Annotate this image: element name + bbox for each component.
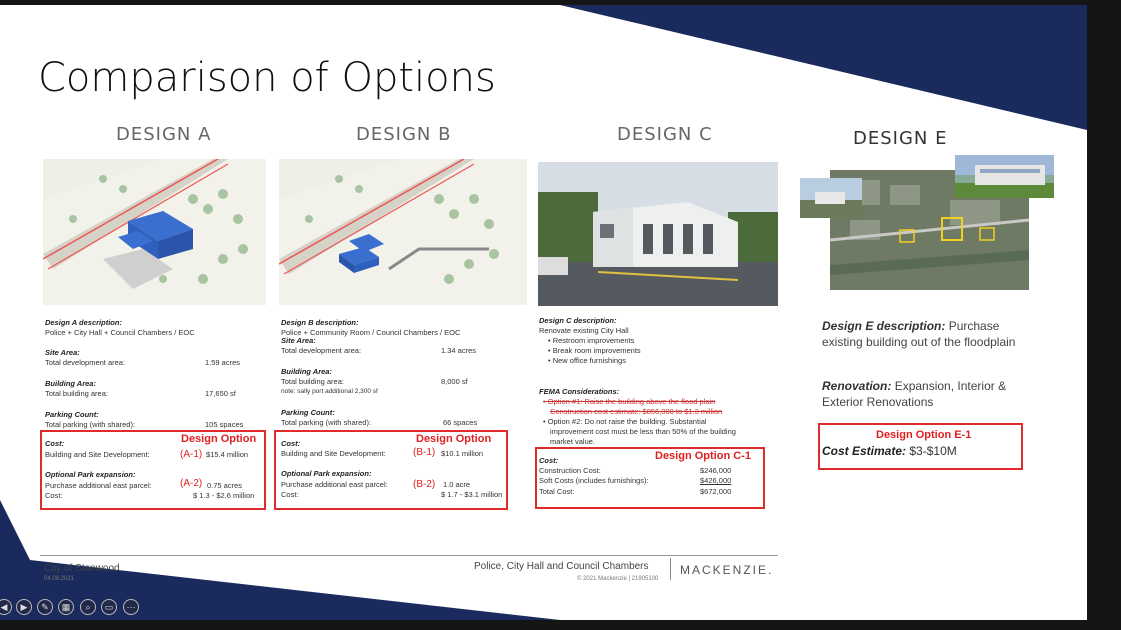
design-c-fema-opt2: Option #2: Do not raise the building. Substantial	[547, 417, 707, 426]
design-a-desc-label: Design A description:	[45, 318, 122, 327]
design-b-park-line: Total parking (with shared):	[281, 418, 372, 427]
design-a-opt-value: 0.75 acres	[207, 481, 243, 490]
footer-date: 04.08.2021	[44, 576, 75, 582]
design-c-fema-label: FEMA Considerations:	[539, 387, 620, 396]
design-b-park-value: 66 spaces	[443, 418, 478, 427]
list-item: • New office furnishings	[548, 356, 641, 366]
design-a-a2-tag: (A-2)	[180, 478, 203, 489]
design-a-cost-label: Cost:	[45, 439, 65, 448]
design-b-park-label: Parking Count:	[281, 408, 335, 417]
footer-brand-logo: MACKENZIE.	[680, 563, 774, 577]
design-c-fema-opt2-line2: improvement cost must be less than 50% of the building	[550, 427, 736, 436]
design-e-heading: DESIGN E	[853, 128, 948, 149]
design-b-opt-cost-value: $ 1.7 - $3.1 million	[441, 490, 503, 499]
design-c-fema-opt1-cost: Construction cost estimate: $856,000 to $1.3 million	[550, 407, 723, 416]
list-item: • Break room improvements	[548, 346, 641, 356]
next-slide-icon[interactable]: ▶	[16, 599, 32, 615]
design-b-bldg-value: 8,000 sf	[441, 377, 468, 386]
design-b-desc-label: Design B description:	[281, 318, 359, 327]
design-b-option-label: Design Option	[416, 433, 492, 445]
prev-slide-icon[interactable]: ◀	[0, 599, 12, 615]
design-b-b1-tag: (B-1)	[413, 447, 436, 458]
footer-separator	[670, 558, 671, 580]
more-options-icon[interactable]: ⋯	[123, 599, 139, 615]
design-a-opt-label: Optional Park expansion:	[45, 470, 136, 479]
design-a-a1-tag: (A-1)	[180, 449, 203, 460]
design-b-bldg-note: note: sally port additional 2,300 sf	[281, 388, 378, 395]
footer-project: Police, City Hall and Council Chambers	[474, 561, 649, 572]
design-b-site-plan-image	[279, 159, 527, 305]
footer-copyright: © 2021 Mackenzie | 2190510​0	[577, 576, 659, 582]
design-a-park-value: 105 spaces	[205, 420, 244, 429]
design-a-cost-value: $15.4 million	[206, 450, 249, 459]
design-b-desc: Police + Community Room / Council Chambers / EOC	[281, 328, 461, 337]
design-c-city-hall-photo	[538, 162, 778, 306]
design-c-option-label: Design Option C-1	[655, 450, 751, 462]
design-a-desc: Police + City Hall + Council Chambers / EOC	[45, 328, 195, 337]
slide-title: Comparison of Options	[38, 55, 496, 101]
design-c-heading: DESIGN C	[617, 124, 713, 145]
design-c-bullet-list	[539, 336, 641, 366]
design-e-reno: Expansion, Interior & Exterior Renovations	[822, 379, 1007, 409]
design-b-bldg-label: Building Area:	[281, 367, 332, 376]
design-a-heading: DESIGN A	[116, 124, 212, 145]
design-a-option-label: Design Option	[181, 433, 257, 445]
footer-org: City of Stanwood	[44, 563, 120, 574]
design-a-bldg-value: 17,650 sf	[205, 389, 236, 398]
design-a-opt-cost-line: Cost:	[45, 491, 63, 500]
design-a-park-line: Total parking (with shared):	[45, 420, 136, 429]
slides-icon[interactable]: ▦	[58, 599, 74, 615]
footer-divider	[40, 555, 778, 556]
design-c-fema-opt2-line3: market value.	[550, 437, 596, 446]
design-c-fema-opt1: Option #1: Raise the building above the flood plain	[547, 397, 716, 406]
design-b-site-value: 1.34 acres	[441, 346, 477, 355]
design-b-opt-value: 1.0 acre	[443, 480, 471, 489]
design-b-opt-cost-line: Cost:	[281, 490, 299, 499]
design-e-option-label: Design Option E-1	[876, 429, 972, 441]
design-a-cost-line: Building and Site Development:	[45, 450, 150, 459]
design-c-total-line: Total Cost:	[539, 487, 575, 496]
design-b-b2-tag: (B-2)	[413, 479, 436, 490]
design-b-cost-value: $10.1 million	[441, 449, 484, 458]
design-c-desc: Renovate existing City Hall	[539, 326, 629, 335]
design-e-desc: Purchase existing building out of the floodplain	[822, 319, 1016, 349]
design-a-opt-line: Purchase additional east parcel:	[45, 481, 152, 490]
design-c-total-value: $672,000	[700, 487, 732, 496]
design-e-inset-photo-left	[800, 178, 862, 218]
design-a-opt-cost-value: $ 1.3 - $2.6 million	[193, 491, 255, 500]
zoom-icon[interactable]: ⌕	[80, 599, 96, 615]
design-b-bldg-line: Total building area:	[281, 377, 344, 386]
design-b-cost-label: Cost:	[281, 439, 301, 448]
design-b-site-line: Total development area:	[281, 346, 362, 355]
design-b-site-label: Site Area:	[281, 336, 316, 345]
design-a-site-plan-image	[43, 159, 266, 305]
design-e-inset-photo-right	[955, 155, 1054, 198]
design-a-site-value: 1.59 acres	[205, 358, 241, 367]
design-a-site-line: Total development area:	[45, 358, 126, 367]
design-e-cost-value: $3-$10M	[909, 444, 957, 458]
slide: Comparison of Options DESIGN A DESIGN B DESIGN C DESIGN E Design A description: Police + City Hall + Council Chambers / EOC Site Area: Total development area: 1.59 acres Building Area: Total building area: 17,650 sf Parking Count: Total parking (with shared): 105 spaces Cost: Design Option (A-1) Building and Site Development: $15.4 million Optional Park expansion: (A-2) Purchase additional east parcel: 0.75 acres Cost: $ 1.3 - $2.6 million Design B description: Police + Community Room / Council Chambers / EOC Site Area: Total development area: 1.34 acres Building Area: Total building area: 8,000 sf note: sally port additional 2,300 sf Parking Count: Total parking (with shared): 66 spaces Cost: Design Option (B-1) Building and Site Development: $10.1 million Optional Park expansion: (B-2) Purchase additional east parcel: 1.0 acre Cost: $ 1.7 - $3.1 million Design C description: Renovate existing City Hall • Restroom improvements • Break room improvements • New office furnishings FEMA Considerations: • Option #1: Raise the building above the flood plain Construction cost estimate: $856,000 to $1.3 million • Option #2: Do not raise the building. Substantial improvement cost must be less than 50% of the building market value. Cost: Design Option C-1 Construction Cost: $246,000 Soft Costs (includes furnishings): $426,000 Total Cost: $672,000 Design E description: Purchase existing building out of the floodplain Renovation: Expansion, Interior & Exterior Renovations Design Option E-1 Cost Estimate: $3-$10M City of Stanwood 04.08.2021 Police, City Hall and Council Chambers © 2021 Mackenzie | 2190510​0 MACKENZIE.	[0, 5, 1087, 620]
design-c-construction-line: Construction Cost:	[539, 466, 601, 475]
design-b-cost-line: Building and Site Development:	[281, 449, 386, 458]
design-a-park-label: Parking Count:	[45, 410, 99, 419]
design-a-site-label: Site Area:	[45, 348, 80, 357]
design-c-cost-label: Cost:	[539, 456, 559, 465]
list-item: • Restroom improvements	[548, 336, 641, 346]
design-a-bldg-line: Total building area:	[45, 389, 108, 398]
design-a-bldg-label: Building Area:	[45, 379, 96, 388]
design-b-opt-label: Optional Park expansion:	[281, 469, 372, 478]
design-b-heading: DESIGN B	[356, 124, 452, 145]
design-b-opt-line: Purchase additional east parcel:	[281, 480, 388, 489]
design-e-cost-label: Cost Estimate:	[822, 444, 907, 458]
design-c-desc-label: Design C description:	[539, 316, 617, 325]
design-c-soft-value: $426,000	[700, 476, 732, 485]
design-e-desc-label: Design E description:	[822, 319, 946, 333]
subtitles-icon[interactable]: ▭	[101, 599, 117, 615]
pen-icon[interactable]: ✎	[37, 599, 53, 615]
design-c-soft-line: Soft Costs (includes furnishings):	[539, 476, 649, 485]
design-e-reno-label: Renovation:	[822, 379, 892, 393]
design-c-construction-value: $246,000	[700, 466, 732, 475]
